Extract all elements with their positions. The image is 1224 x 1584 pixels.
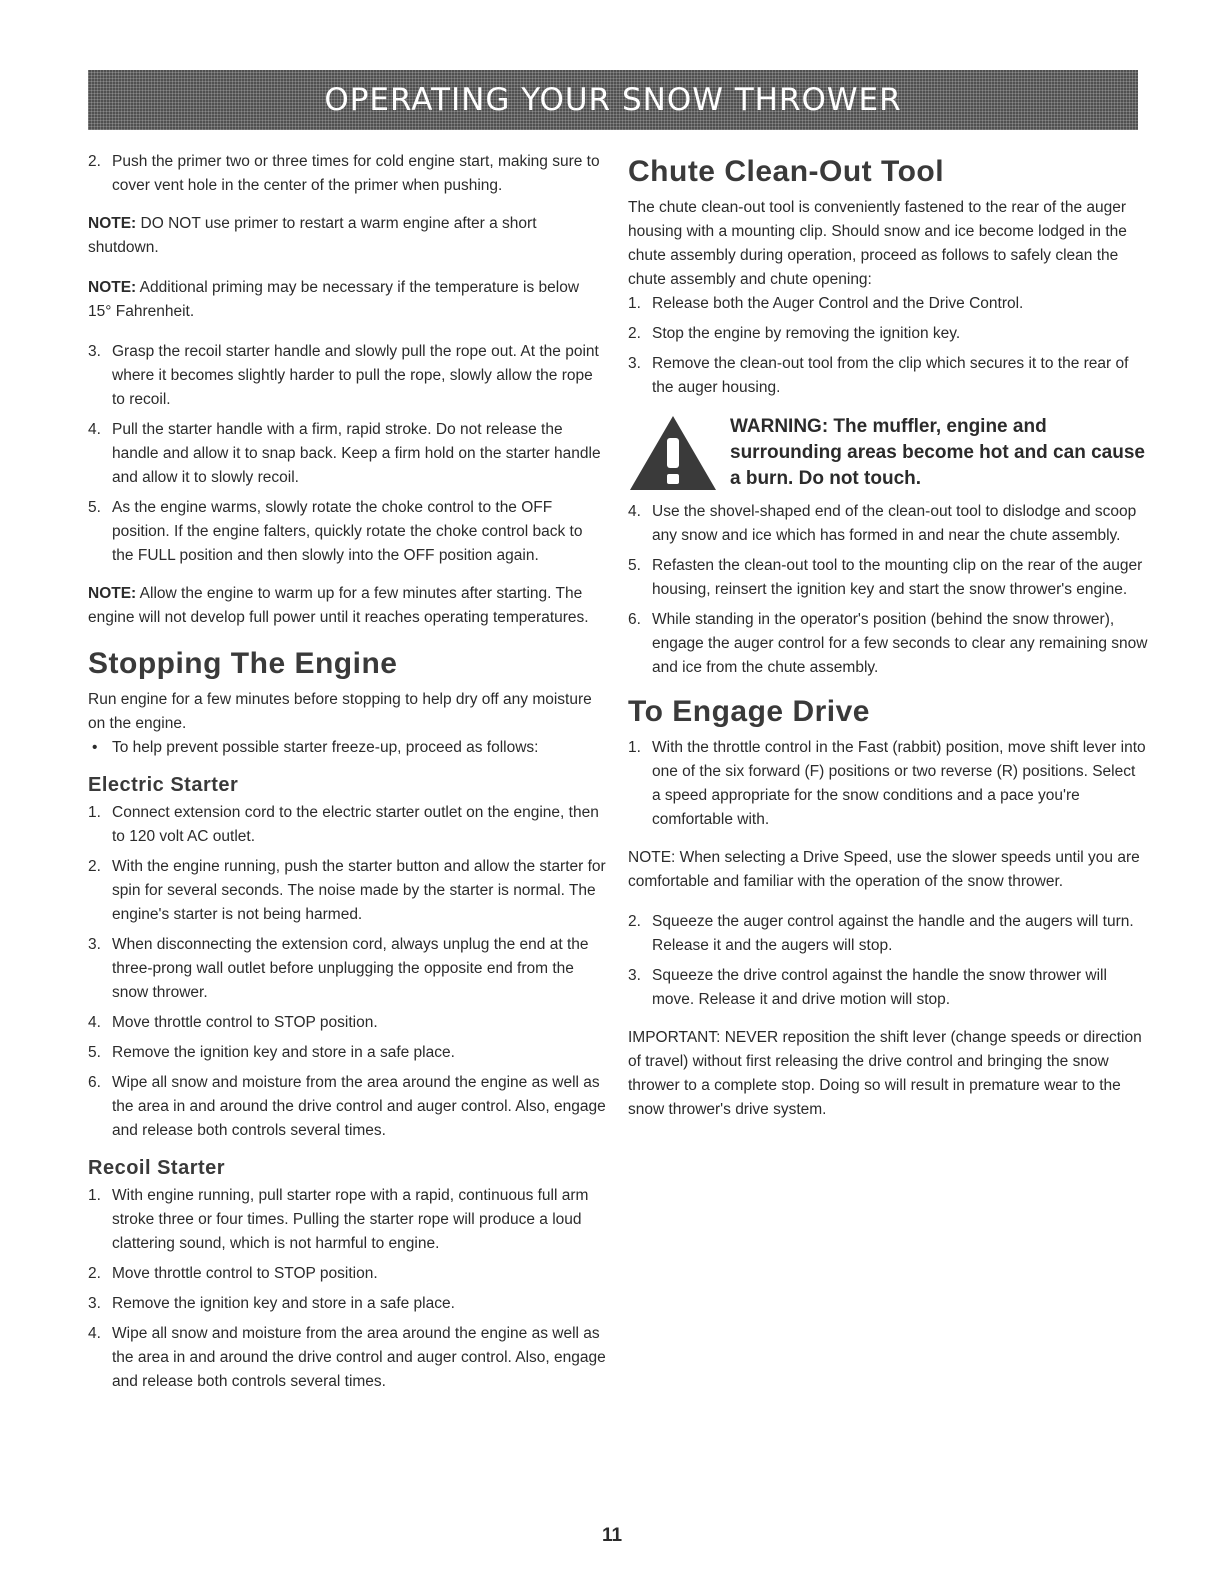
heading-stopping-engine: Stopping The Engine [88, 647, 398, 680]
list-item: 3. Squeeze the drive control against the handle the snow thrower will move. Release it and drive motion will stop. [628, 967, 1107, 1008]
list-item: 2. Squeeze the auger control against the handle and the augers will turn. Release it and the augers will stop. [628, 913, 1134, 954]
starting-steps [88, 340, 606, 568]
note-drive-speed: NOTE: When selecting a Drive Speed, use the slower speeds until you are comfortable and familiar with the operation of the snow thrower. [628, 849, 1140, 890]
list-item: 2. With the engine running, push the starter button and allow the starter for spin for several seconds. The noise made by the starter is normal. The engine's starter is not being harmed. [88, 858, 606, 923]
list-item: 5. Refasten the clean-out tool to the mounting clip on the rear of the auger housing, reinsert the ignition key and start the snow thrower's engine. [628, 557, 1143, 598]
chute-intro: The chute clean-out tool is conveniently fastened to the rear of the auger housing with a mounting clip. Should snow and ice become lodged in the chute assembly during operation, proceed as follows to safely clean the chute assembly and chute opening: [628, 199, 1127, 288]
list-item: 5. Remove the ignition key and store in a safe place. [88, 1044, 455, 1061]
page-number: 11 [601, 1525, 623, 1546]
bullet-icon: • [92, 739, 98, 756]
list-item: 1. With engine running, pull starter rope with a rapid, continuous full arm stroke three or four times. Pulling the starter rope will produce a loud clattering sound, which is not harmful to engine. [88, 1187, 589, 1252]
chute-steps-b [628, 500, 1148, 680]
list-item: 3. Grasp the recoil starter handle and slowly pull the rope out. At the point where it becomes slightly harder to pull the rope, slowly allow the rope to recoil. [88, 343, 599, 408]
list-item: 3. Remove the clean-out tool from the clip which secures it to the rear of the auger housing. [628, 355, 1129, 396]
list-item: 2. Push the primer two or three times for cold engine start, making sure to cover vent hole in the center of the primer when pushing. [88, 153, 600, 194]
list-item: 4. Pull the starter handle with a firm, rapid stroke. Do not release the handle and allow it to snap back. Keep a firm hold on the starter handle and allow it to slowly recoil. [88, 421, 601, 486]
electric-starter-steps [88, 801, 606, 1143]
warning-text: WARNING: The muffler, engine and surrounding areas become hot and can cause a burn. Do not touch. [730, 416, 1145, 489]
list-item: 3. When disconnecting the extension cord, always unplug the end at the three-prong wall outlet before unplugging the opposite end from the snow thrower. [88, 936, 589, 1001]
note-priming: NOTE: Additional priming may be necessary if the temperature is below 15° Fahrenheit. [88, 279, 580, 320]
heading-recoil-starter: Recoil Starter [88, 1157, 226, 1179]
heading-chute-clean-out-tool: Chute Clean-Out Tool [628, 155, 945, 188]
list-item: 4. Move throttle control to STOP position. [88, 1014, 378, 1031]
right-column [628, 150, 1148, 1138]
stopping-intro: Run engine for a few minutes before stopping to help dry off any moisture on the engine. [88, 691, 592, 732]
section-banner [88, 70, 1138, 130]
list-item: 4. Wipe all snow and moisture from the area around the engine as well as the area in and around the drive control and auger control. Also, engage and release both controls several times. [88, 1325, 606, 1390]
list-item: 5. As the engine warms, slowly rotate the choke control to the OFF position. If the engine falters, quickly rotate the choke control back to the FULL position and then slowly into the OFF position again. [88, 499, 583, 564]
heading-electric-starter: Electric Starter [88, 774, 239, 796]
recoil-starter-steps [88, 1184, 606, 1394]
heading-to-engage-drive: To Engage Drive [628, 695, 870, 728]
important-notice: IMPORTANT: NEVER reposition the shift lever (change speeds or direction of travel) without first releasing the drive control and bringing the snow thrower to a complete stop. Doing so will result in premature wear to the snow thrower's drive system. [628, 1029, 1142, 1118]
stopping-bullets [88, 736, 606, 760]
list-item: 3. Remove the ignition key and store in a safe place. [88, 1295, 455, 1312]
priming-steps [88, 150, 606, 198]
chute-steps-a [628, 292, 1148, 400]
list-item: 6. Wipe all snow and moisture from the area around the engine as well as the area in and around the drive control and auger control. Also, engage and release both controls several times. [88, 1074, 606, 1139]
left-column [88, 150, 606, 1408]
drive-steps-b [628, 910, 1148, 1012]
warning-triangle-icon [628, 414, 718, 492]
list-item: • To help prevent possible starter freeze-up, proceed as follows: [88, 736, 606, 760]
note-warmup: NOTE: Allow the engine to warm up for a few minutes after starting. The engine will not develop full power until it reaches operating temperatures. [88, 585, 589, 626]
list-item: 2. Move throttle control to STOP position. [88, 1265, 378, 1282]
list-item: 1. Connect extension cord to the electric starter outlet on the engine, then to 120 volt AC outlet. [88, 804, 599, 845]
list-item: 1. With the throttle control in the Fast (rabbit) position, move shift lever into one of the six forward (F) positions or two reverse (R) positions. Select a speed appropriate for the snow conditions and a pace you're comfortable with. [628, 739, 1146, 828]
section-title: OPERATING YOUR SNOW THROWER [324, 82, 902, 118]
list-item: 2. Stop the engine by removing the ignition key. [628, 325, 961, 342]
note-primer: NOTE: DO NOT use primer to restart a warm engine after a short shutdown. [88, 215, 537, 256]
drive-steps-a [628, 736, 1148, 832]
warning-callout [628, 414, 1148, 492]
list-item: 4. Use the shovel-shaped end of the clean-out tool to dislodge and scoop any snow and ice which has formed in and near the chute assembly. [628, 503, 1137, 544]
list-item: 1. Release both the Auger Control and the Drive Control. [628, 295, 1024, 312]
list-item: 6. While standing in the operator's position (behind the snow thrower), engage the auger control for a few seconds to clear any remaining snow and ice from the chute assembly. [628, 611, 1148, 676]
